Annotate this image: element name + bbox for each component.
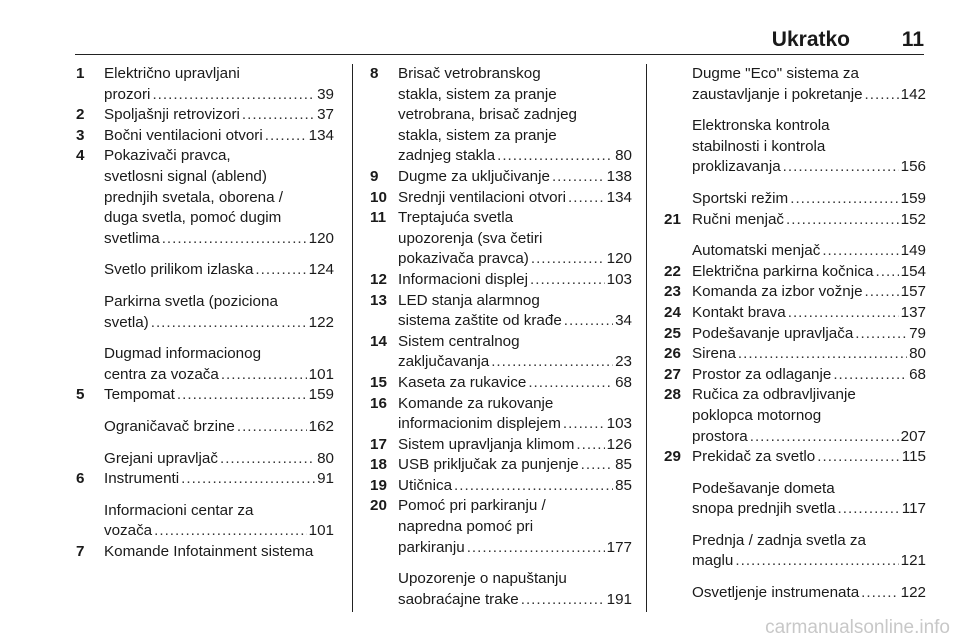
- dot-leader: [581, 455, 613, 476]
- index-entry: [370, 394, 632, 435]
- page-ref: 68: [615, 373, 632, 391]
- index-entry: [76, 417, 334, 438]
- entry-text: Komande Infotainment sistema: [104, 542, 314, 560]
- index-entry: [76, 126, 334, 147]
- page-number: 11: [901, 28, 924, 51]
- entry-text: Komanda za izbor vožnje: [692, 283, 863, 301]
- page-ref: 91: [317, 470, 334, 488]
- item-number: 20: [370, 497, 387, 515]
- entry-text: Upozorenje o napuštanju: [398, 570, 567, 588]
- item-number: 6: [76, 470, 85, 488]
- index-entry: [370, 64, 632, 167]
- item-number: 4: [76, 147, 85, 165]
- entry-text: Prostor za odlaganje: [692, 365, 832, 383]
- column-divider: [352, 64, 353, 612]
- entry-text: prozori: [104, 85, 151, 103]
- entry-text: LED stanja alarmnog: [398, 291, 540, 309]
- entry-text: stakla, sistem za pranje: [398, 126, 557, 144]
- entry-text: zaključavanja: [398, 353, 490, 371]
- item-number: 10: [370, 188, 387, 206]
- dot-leader: [530, 270, 605, 291]
- entry-text: saobraćajne trake: [398, 590, 519, 608]
- entry-text: Dugmad informacionog: [104, 345, 262, 363]
- entry-text: Kaseta za rukavice: [398, 373, 527, 391]
- page-ref: 85: [615, 456, 632, 474]
- page-ref: 85: [615, 476, 632, 494]
- index-column-3: [664, 64, 926, 604]
- dot-leader: [237, 417, 307, 438]
- index-entry: [370, 270, 632, 291]
- entry-text: Automatski menjač: [692, 242, 821, 260]
- entry-text: Bočni ventilacioni otvori: [104, 126, 263, 144]
- entry-text: prostora: [692, 427, 748, 445]
- dot-leader: [783, 157, 899, 178]
- dot-leader: [865, 85, 899, 106]
- dot-leader: [531, 249, 605, 270]
- index-entry: [76, 105, 334, 126]
- item-number: 26: [664, 345, 681, 363]
- dot-leader: [786, 210, 899, 231]
- entry-text: Prednja / zadnja svetla za: [692, 531, 866, 549]
- page-ref: 159: [900, 189, 926, 207]
- page-ref: 137: [900, 303, 926, 321]
- page-ref: 122: [308, 313, 334, 331]
- dot-leader: [855, 324, 907, 345]
- index-entry: [664, 116, 926, 178]
- dot-leader: [735, 551, 898, 572]
- dot-leader: [552, 167, 605, 188]
- dot-leader: [788, 303, 899, 324]
- index-entry: [370, 291, 632, 332]
- dot-leader: [876, 262, 899, 283]
- dot-leader: [497, 146, 613, 167]
- page-ref: 37: [317, 106, 334, 124]
- item-number: 15: [370, 373, 387, 391]
- entry-text: Dugme "Eco" sistema za: [692, 65, 859, 82]
- item-number: 3: [76, 126, 85, 144]
- index-entry: [370, 476, 632, 497]
- entry-text: Prekidač za svetlo: [692, 448, 816, 466]
- section-title: Ukratko: [771, 28, 850, 51]
- index-entry: [664, 365, 926, 386]
- index-entry: [370, 455, 632, 476]
- entry-text: napredna pomoć pri: [398, 518, 534, 536]
- index-entry: [664, 282, 926, 303]
- entry-text: zadnjeg stakla: [398, 147, 496, 165]
- item-number: 25: [664, 324, 681, 342]
- column-divider: [646, 64, 647, 612]
- index-entry: [664, 531, 926, 572]
- entry-text: maglu: [692, 552, 734, 570]
- page-ref: 103: [606, 415, 632, 433]
- index-entry: [664, 210, 926, 231]
- index-entry: [76, 449, 334, 470]
- dot-leader: [833, 365, 907, 386]
- item-number: 14: [370, 332, 387, 350]
- index-entry: [664, 324, 926, 345]
- index-entry: [664, 262, 926, 283]
- dot-leader: [568, 188, 605, 209]
- index-entry: [370, 208, 632, 270]
- dot-leader: [265, 126, 307, 147]
- entry-text: Ručica za odbravljivanje: [692, 386, 856, 404]
- entry-text: prednjih svetala, oborena /: [104, 188, 283, 206]
- item-number: 12: [370, 270, 387, 288]
- entry-text: stakla, sistem za pranje: [398, 85, 557, 103]
- index-entry: [370, 435, 632, 456]
- index-entry: [76, 469, 334, 490]
- entry-text: Sistem centralnog: [398, 332, 520, 350]
- index-entry: [664, 447, 926, 468]
- item-number: 8: [370, 65, 379, 82]
- page-ref: 103: [606, 270, 632, 288]
- entry-text: svetla): [104, 313, 149, 331]
- page-ref: 117: [901, 500, 926, 518]
- item-number: 1: [76, 65, 85, 82]
- item-number: 23: [664, 283, 681, 301]
- page-ref: 134: [308, 126, 334, 144]
- index-entry: [664, 583, 926, 604]
- page-ref: 23: [615, 353, 632, 371]
- entry-text: Utičnica: [398, 476, 453, 494]
- page-ref: 101: [308, 522, 334, 540]
- entry-text: Ograničavač brzine: [104, 417, 235, 435]
- item-number: 28: [664, 386, 681, 404]
- entry-text: Kontakt brava: [692, 303, 786, 321]
- entry-text: duga svetla, pomoć dugim: [104, 209, 282, 227]
- item-number: 2: [76, 106, 85, 124]
- index-entry: [664, 344, 926, 365]
- index-entry: [370, 496, 632, 558]
- entry-text: Podešavanje dometa: [692, 479, 835, 497]
- page-ref: 101: [308, 365, 334, 383]
- entry-text: svetlima: [104, 229, 160, 247]
- entry-text: Ručni menjač: [692, 210, 785, 228]
- page-ref: 120: [606, 250, 632, 268]
- index-entry: [370, 569, 632, 610]
- index-entry: [76, 146, 334, 249]
- item-number: 13: [370, 291, 387, 309]
- entry-text: Električna parkirna kočnica: [692, 262, 874, 280]
- dot-leader: [576, 435, 604, 456]
- page-ref: 177: [606, 538, 632, 556]
- index-entry: [370, 332, 632, 373]
- watermark: carmanualsonline.info: [765, 617, 950, 638]
- item-number: 9: [370, 167, 379, 185]
- entry-text: Srednji ventilacioni otvori: [398, 188, 566, 206]
- item-number: 29: [664, 448, 681, 466]
- page-header: [75, 26, 924, 55]
- entry-text: proklizavanja: [692, 158, 781, 176]
- page-ref: 122: [900, 584, 926, 602]
- index-entry: [76, 385, 334, 406]
- page-ref: 157: [900, 283, 926, 301]
- dot-leader: [154, 521, 307, 542]
- dot-leader: [790, 189, 898, 210]
- item-number: 5: [76, 386, 85, 404]
- entry-text: vetrobrana, brisač zadnjeg: [398, 106, 577, 124]
- item-number: 16: [370, 394, 387, 412]
- entry-text: svetlosni signal (ablend): [104, 167, 267, 185]
- index-entry: [76, 344, 334, 385]
- page-ref: 207: [900, 427, 926, 445]
- dot-leader: [162, 229, 307, 250]
- item-number: 19: [370, 476, 387, 494]
- dot-leader: [152, 85, 315, 106]
- dot-leader: [738, 344, 907, 365]
- entry-text: Sportski režim: [692, 189, 789, 207]
- entry-text: Parkirna svetla (poziciona: [104, 292, 278, 310]
- dot-leader: [220, 449, 315, 470]
- dot-leader: [528, 373, 613, 394]
- entry-text: Dugme za uključivanje: [398, 167, 550, 185]
- index-entry: [76, 542, 334, 563]
- page-ref: 126: [606, 435, 632, 453]
- item-number: 24: [664, 303, 681, 321]
- entry-text: Sirena: [692, 345, 736, 363]
- index-entry: [76, 260, 334, 281]
- page-ref: 34: [615, 312, 632, 330]
- page-ref: 156: [900, 158, 926, 176]
- entry-text: vozača: [104, 522, 153, 540]
- page-ref: 134: [606, 188, 632, 206]
- entry-text: Informacioni displej: [398, 270, 528, 288]
- index-entry: [664, 385, 926, 447]
- entry-text: upozorenja (sva četiri: [398, 229, 543, 247]
- entry-text: Električno upravljani: [104, 65, 240, 82]
- entry-text: Svetlo prilikom izlaska: [104, 261, 254, 279]
- entry-text: Pokazivači pravca,: [104, 147, 231, 165]
- entry-text: USB priključak za punjenje: [398, 456, 579, 474]
- page-ref: 138: [606, 167, 632, 185]
- entry-text: Grejani upravljač: [104, 449, 218, 467]
- item-number: 18: [370, 456, 387, 474]
- entry-text: informacionim displejem: [398, 415, 561, 433]
- page-ref: 80: [909, 345, 926, 363]
- dot-leader: [491, 352, 613, 373]
- index-entry: [370, 188, 632, 209]
- page-ref: 115: [901, 448, 926, 466]
- index-column-1: [76, 64, 334, 562]
- dot-leader: [454, 476, 613, 497]
- page-ref: 152: [900, 210, 926, 228]
- item-number: 22: [664, 262, 681, 280]
- dot-leader: [255, 260, 306, 281]
- index-entry: [370, 167, 632, 188]
- item-number: 21: [664, 210, 681, 228]
- dot-leader: [242, 105, 315, 126]
- entry-text: Informacioni centar za: [104, 501, 254, 519]
- page-ref: 124: [308, 261, 334, 279]
- page-ref: 159: [308, 386, 334, 404]
- entry-text: Treptajuća svetla: [398, 209, 514, 227]
- entry-text: poklopca motornog: [692, 406, 822, 424]
- dot-leader: [151, 313, 307, 334]
- index-column-2: [370, 64, 632, 610]
- dot-leader: [822, 241, 898, 262]
- dot-leader: [564, 311, 613, 332]
- entry-text: snopa prednjih svetla: [692, 500, 836, 518]
- page-ref: 162: [308, 417, 334, 435]
- dot-leader: [817, 447, 900, 468]
- index-entry: [370, 373, 632, 394]
- page-ref: 79: [909, 324, 926, 342]
- index-entry: [664, 303, 926, 324]
- page-ref: 80: [615, 147, 632, 165]
- dot-leader: [563, 414, 605, 435]
- index-entry: [76, 292, 334, 333]
- entry-text: Spoljašnji retrovizori: [104, 106, 240, 124]
- page-ref: 80: [317, 449, 334, 467]
- index-entry: [664, 479, 926, 520]
- dot-leader: [177, 385, 307, 406]
- page-ref: 121: [900, 552, 926, 570]
- page-ref: 191: [606, 590, 632, 608]
- dot-leader: [865, 282, 899, 303]
- entry-text: pokazivača pravca): [398, 250, 529, 268]
- page-ref: 68: [909, 365, 926, 383]
- index-entry: [76, 64, 334, 105]
- entry-text: Elektronska kontrola: [692, 117, 830, 135]
- item-number: 17: [370, 435, 387, 453]
- entry-text: Sistem upravljanja klimom: [398, 435, 575, 453]
- entry-text: Brisač vetrobranskog: [398, 65, 541, 82]
- entry-text: sistema zaštite od krađe: [398, 312, 562, 330]
- index-entry: [664, 64, 926, 105]
- dot-leader: [221, 365, 307, 386]
- entry-text: Pomoć pri parkiranju /: [398, 497, 546, 515]
- entry-text: parkiranju: [398, 538, 465, 556]
- index-entry: [664, 189, 926, 210]
- item-number: 11: [370, 209, 387, 227]
- item-number: 7: [76, 542, 85, 560]
- page-ref: 39: [317, 85, 334, 103]
- entry-text: centra za vozača: [104, 365, 219, 383]
- dot-leader: [861, 583, 899, 604]
- page-ref: 142: [900, 85, 926, 103]
- index-entry: [664, 241, 926, 262]
- page-ref: 120: [308, 229, 334, 247]
- entry-text: stabilnosti i kontrola: [692, 137, 826, 155]
- page-ref: 149: [900, 242, 926, 260]
- entry-text: Tempomat: [104, 386, 175, 404]
- dot-leader: [467, 538, 605, 559]
- entry-text: zaustavljanje i pokretanje: [692, 85, 863, 103]
- item-number: 27: [664, 365, 681, 383]
- dot-leader: [181, 469, 315, 490]
- dot-leader: [750, 427, 899, 448]
- dot-leader: [838, 499, 900, 520]
- entry-text: Komande za rukovanje: [398, 394, 554, 412]
- page-ref: 154: [900, 262, 926, 280]
- entry-text: Osvetljenje instrumenata: [692, 584, 860, 602]
- index-entry: [76, 501, 334, 542]
- entry-text: Instrumenti: [104, 470, 180, 488]
- entry-text: Podešavanje upravljača: [692, 324, 854, 342]
- dot-leader: [521, 590, 605, 611]
